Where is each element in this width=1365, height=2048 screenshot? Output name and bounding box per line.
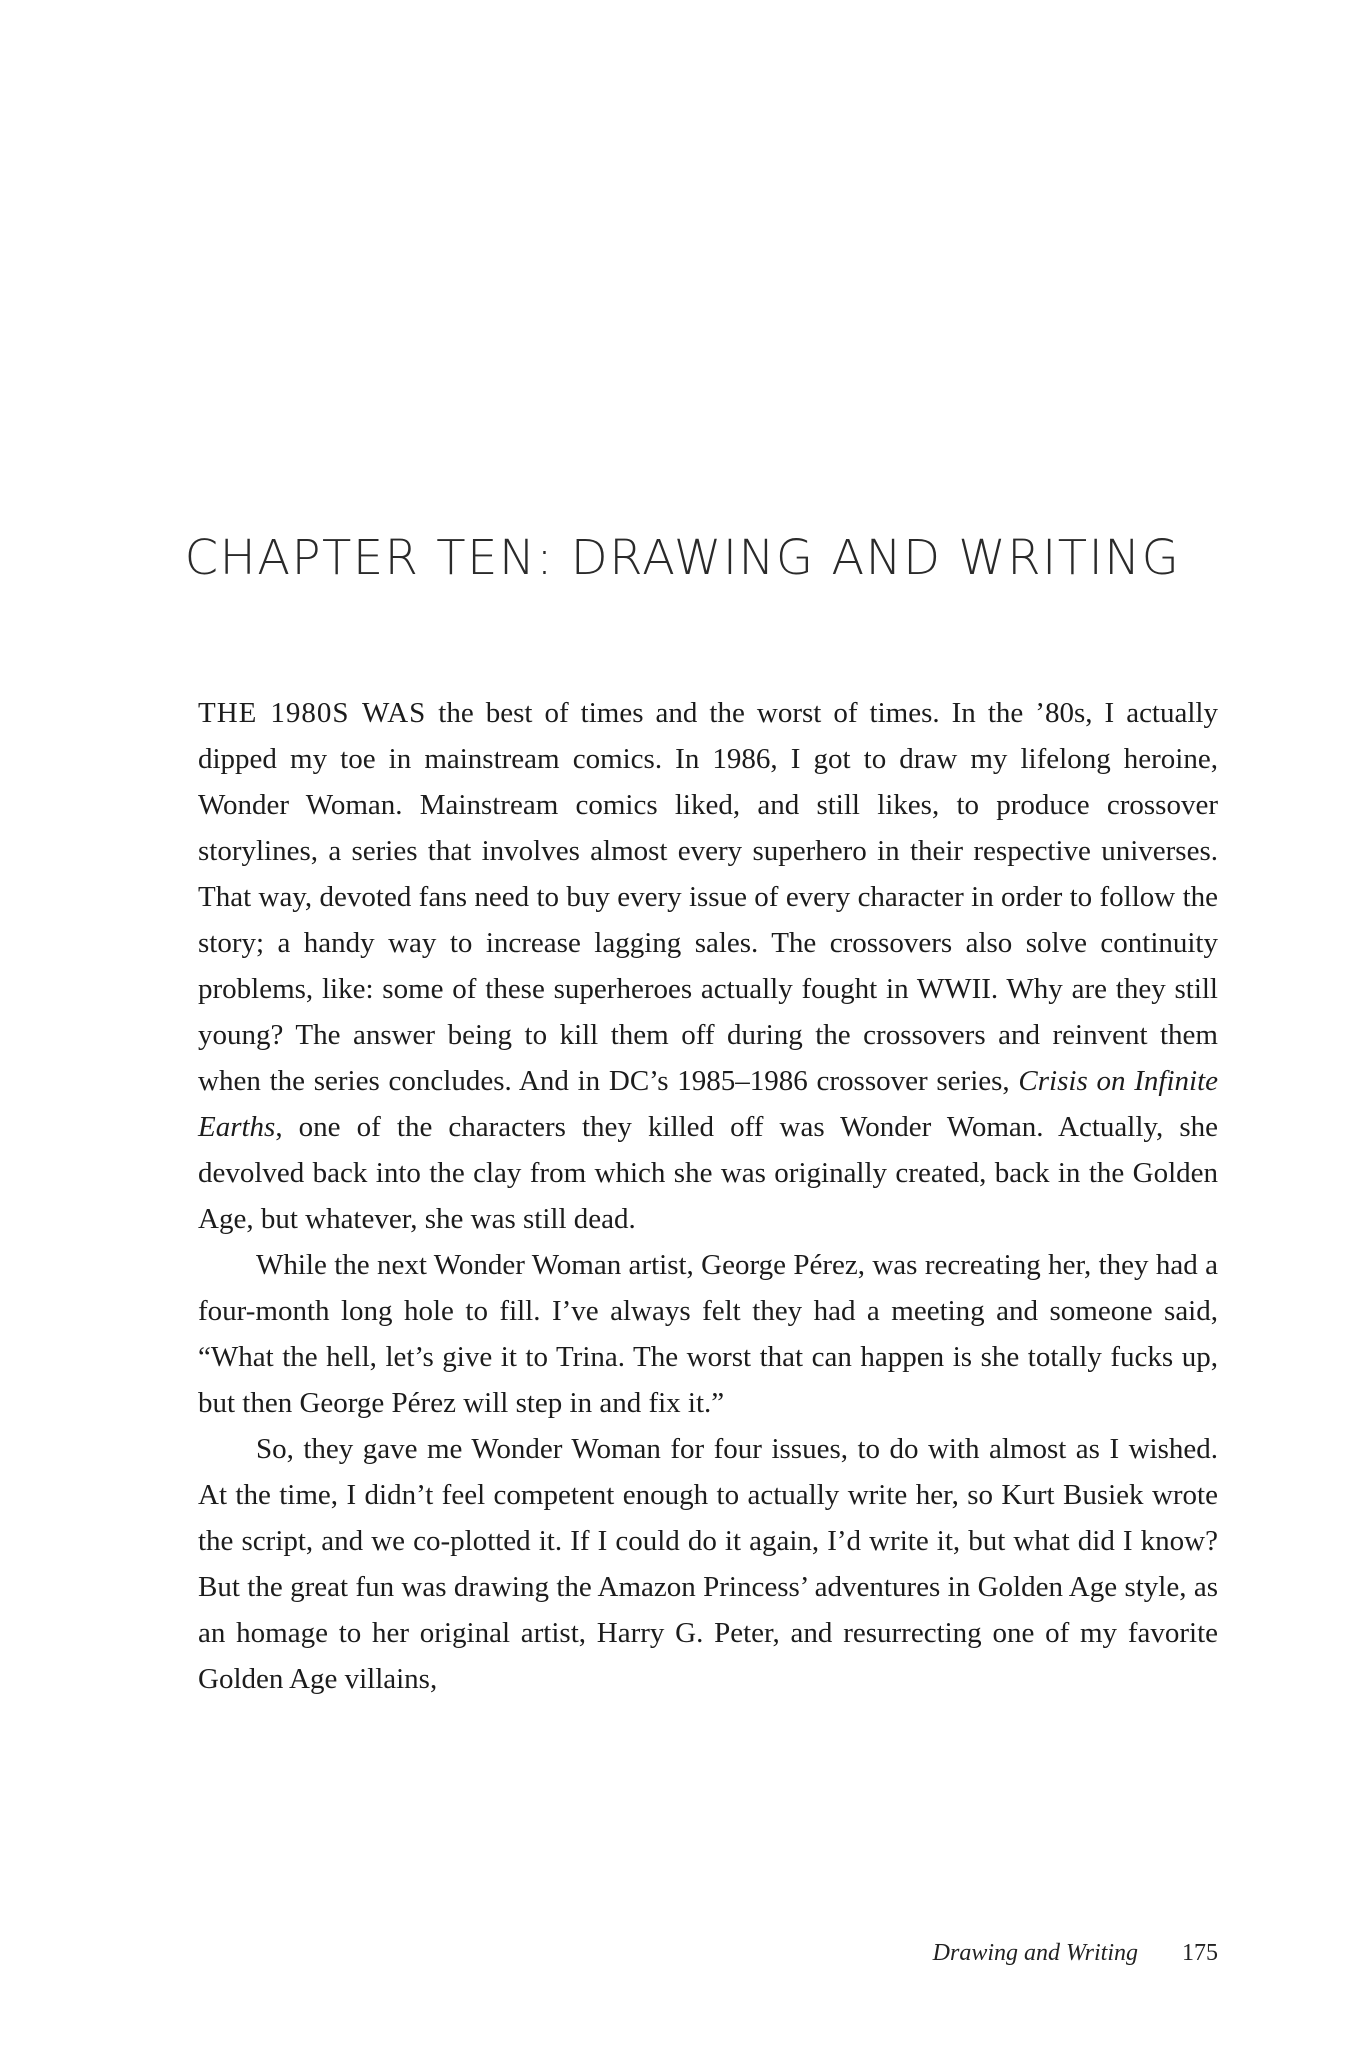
paragraph-1-lead: THE 1980S WAS [198, 697, 427, 729]
paragraph-1-segment-3: , one of the characters they killed off was Wonder Woman. Actually, she devolved back into the clay from which she was originally created, back in the Golden Age, but whatever, she was still dead. [198, 1111, 1218, 1235]
chapter-title: CHAPTER TEN: DRAWING AND WRITING [184, 530, 1181, 586]
page-number: 175 [1182, 1940, 1218, 1966]
paragraph-2: While the next Wonder Woman artist, George Pérez, was recreating her, they had a four-month long hole to fill. I’ve always felt they had a meeting and someone said, “What the hell, let’s give it to Trina. The worst that can happen is she totally fucks up, but then George Pérez will step in and fix it.” [198, 1249, 1218, 1419]
paragraph-1-segment-1: the best of times and the worst of times. In the ’80s, I actually dipped my toe in mainstream comics. In 1986, I got to draw my lifelong heroine, Wonder Woman. Mainstream comics liked, and still likes, to produce crossover storylines, a series that involves almost every superhero in their respective universes. That way, devoted fans need to buy every issue of every character in order to follow the story; a handy way to increase lagging sales. The crossovers also solve continuity problems, like: some of these superheroes actually fought in WWII. Why are they still young? The answer being to kill them off during the crossovers and reinvent them when the series concludes. And in DC’s 1985–1986 crossover series, [198, 697, 1218, 1097]
body-text [198, 690, 1218, 1702]
page-footer [0, 1938, 1218, 1968]
paragraph-1 [198, 690, 1218, 1242]
running-head: Drawing and Writing [932, 1940, 1138, 1966]
paragraph-3: So, they gave me Wonder Woman for four issues, to do with almost as I wished. At the time, I didn’t feel competent enough to actually write her, so Kurt Busiek wrote the script, and we co-plotted it. If I could do it again, I’d write it, but what did I know? But the great fun was drawing the Amazon Princess’ adventures in Golden Age style, as an homage to her original artist, Harry G. Peter, and resurrecting one of my favorite Golden Age villains, [198, 1433, 1218, 1695]
book-title-crisis: Crisis on Infinite Earths [198, 1065, 1218, 1143]
